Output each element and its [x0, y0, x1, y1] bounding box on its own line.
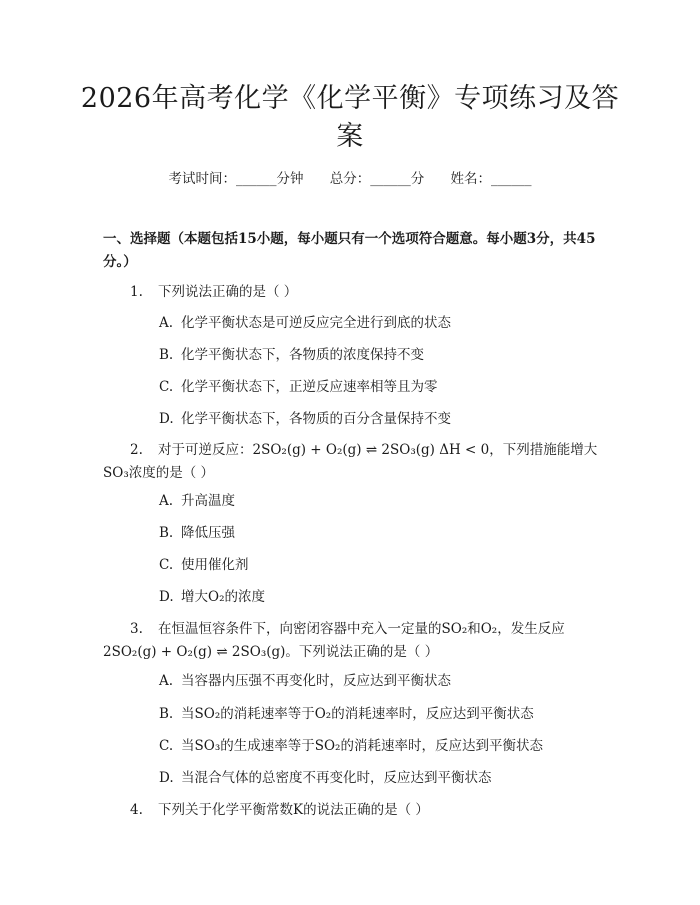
option-label: B. [159, 706, 174, 722]
option-text: 增大O₂的浓度 [181, 589, 265, 605]
option-label: C. [159, 379, 174, 395]
option-text: 化学平衡状态下，各物质的浓度保持不变 [181, 347, 424, 363]
option-label: A. [159, 315, 174, 331]
question-2-option-b [159, 523, 235, 543]
question-1-option-c [159, 377, 438, 397]
question-3-option-c [159, 736, 543, 756]
student-name-field: 姓名：______ [450, 171, 532, 187]
question-stem: 下列关于化学平衡常数K的说法正确的是（ ） [158, 802, 429, 818]
option-label: A. [159, 673, 174, 689]
option-text: 当SO₂的消耗速率等于O₂的消耗速率时，反应达到平衡状态 [181, 706, 534, 722]
option-text: 当容器内压强不再变化时，反应达到平衡状态 [181, 673, 451, 689]
option-text: 化学平衡状态是可逆反应完全进行到底的状态 [181, 315, 451, 331]
option-label: C. [159, 557, 174, 573]
question-3-option-b [159, 704, 534, 724]
exam-time-field: 考试时间：______分钟 [168, 171, 304, 187]
total-score-field: 总分：______分 [329, 171, 425, 187]
question-stem-line-1: 在恒温恒容条件下，向密闭容器中充入一定量的SO₂和O₂，发生反应 [158, 621, 565, 637]
option-text: 化学平衡状态下，正逆反应速率相等且为零 [181, 379, 438, 395]
option-text: 使用催化剂 [181, 557, 249, 573]
question-3-option-a [159, 671, 451, 691]
option-text: 升高温度 [181, 493, 235, 509]
question-1-option-b [159, 345, 424, 365]
option-text: 当SO₃的生成速率等于SO₂的消耗速率时，反应达到平衡状态 [181, 738, 543, 754]
question-2-option-c [159, 555, 249, 575]
question-1-option-d [159, 409, 451, 429]
option-text: 降低压强 [181, 525, 235, 541]
page-title: 2026年高考化学《化学平衡》专项练习及答案 [80, 83, 620, 152]
question-1-option-a [159, 313, 451, 333]
question-number: 3. [130, 621, 143, 637]
option-text: 当混合气体的总密度不再变化时，反应达到平衡状态 [181, 770, 492, 786]
section-heading: 一、选择题（本题包括15小题，每小题只有一个选项符合题意。每小题3分，共45分。） [103, 231, 596, 270]
option-label: D. [159, 589, 174, 605]
question-stem-line-1: 对于可逆反应：2SO₂(g) + O₂(g) ⇌ 2SO₃(g) ΔH < 0，下列措施能增大 [158, 442, 598, 458]
question-2-option-d [159, 587, 265, 607]
question-stem-line-2: SO₃浓度的是（ ） [103, 465, 215, 481]
option-label: B. [159, 525, 174, 541]
option-label: B. [159, 347, 174, 363]
exam-info-line [0, 167, 700, 187]
question-3 [103, 618, 603, 664]
question-number: 1. [130, 284, 143, 300]
option-label: C. [159, 738, 174, 754]
question-stem: 下列说法正确的是（ ） [158, 284, 298, 300]
question-1 [103, 281, 603, 304]
question-stem-line-2: 2SO₂(g) + O₂(g) ⇌ 2SO₃(g)。下列说法正确的是（ ） [103, 644, 439, 660]
option-label: A. [159, 493, 174, 509]
question-4 [103, 799, 603, 822]
option-text: 化学平衡状态下，各物质的百分含量保持不变 [181, 411, 451, 427]
option-label: D. [159, 411, 174, 427]
question-3-option-d [159, 768, 492, 788]
question-number: 2. [130, 442, 143, 458]
option-label: D. [159, 770, 174, 786]
question-2 [103, 439, 603, 485]
question-2-option-a [159, 491, 235, 511]
question-number: 4. [130, 802, 143, 818]
